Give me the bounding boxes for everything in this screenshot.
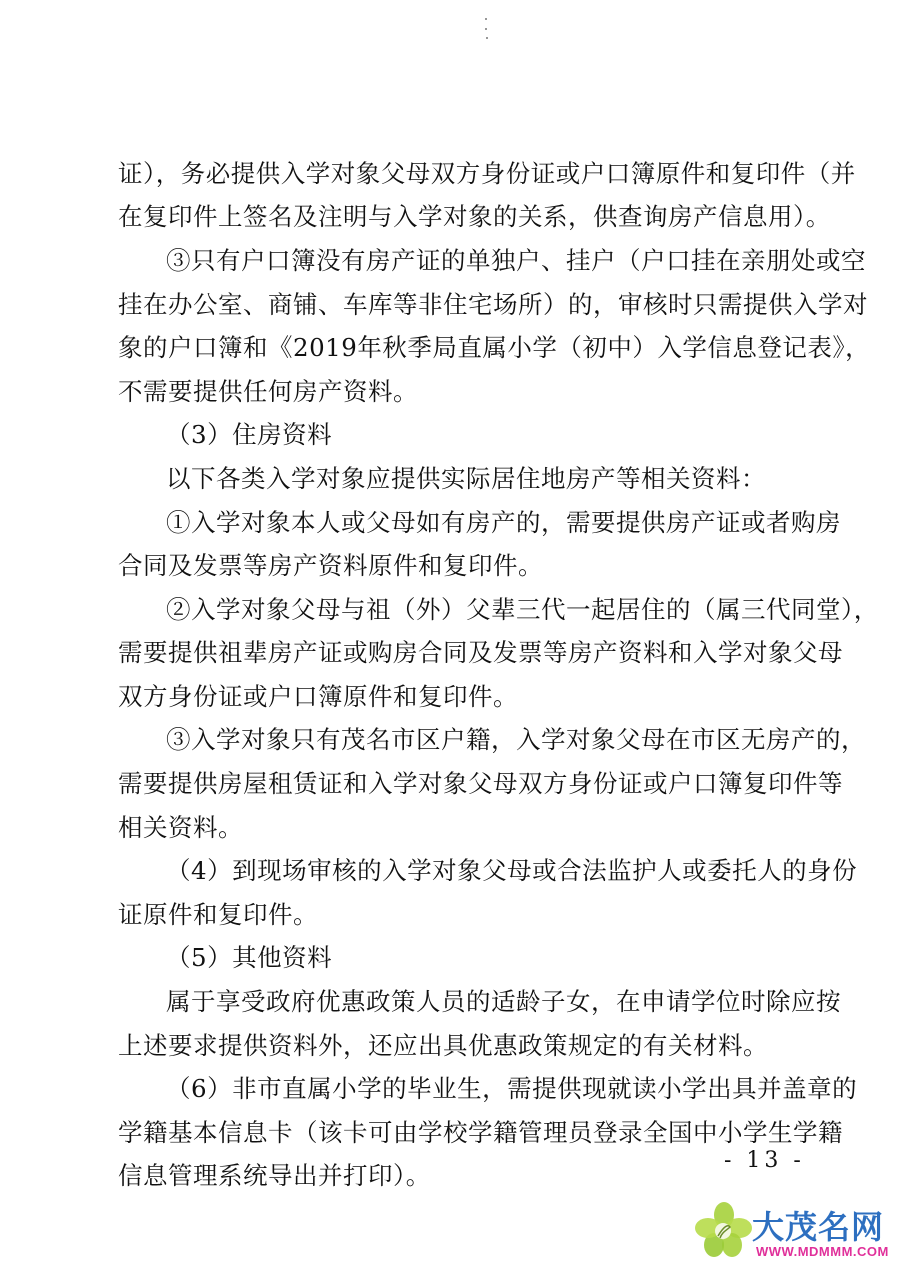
text-line: 需要提供祖辈房产证或购房合同及发票等房产资料和入学对象父母 <box>118 638 843 667</box>
text-line: ③入学对象只有茂名市区户籍，入学对象父母在市区无房产的， <box>166 725 866 754</box>
text-line: ③只有户口簿没有房产证的单独户、挂户（户口挂在亲朋处或空 <box>166 246 866 275</box>
section-heading: （5）其他资料 <box>166 943 333 972</box>
text-line: 需要提供房屋租赁证和入学对象父母双方身份证或户口簿复印件等 <box>118 769 843 798</box>
page-number: - 13 - <box>724 1148 805 1173</box>
text-line: （6）非市直属小学的毕业生，需提供现就读小学出具并盖章的 <box>166 1074 858 1103</box>
text-line: 证原件和复印件。 <box>118 900 318 929</box>
text-line: ①入学对象本人或父母如有房产的，需要提供房产证或者购房 <box>166 508 841 537</box>
text-line: 信息管理系统导出并打印）。 <box>118 1161 431 1190</box>
text-line: 合同及发票等房产资料原件和复印件。 <box>118 551 543 580</box>
watermark-url: WWW.MDMMM.COM <box>756 1244 889 1259</box>
text-line: 双方身份证或户口簿原件和复印件。 <box>118 682 518 711</box>
scan-artifact <box>484 18 488 40</box>
text-line: 属于享受政府优惠政策人员的适龄子女，在申请学位时除应按 <box>166 987 841 1016</box>
text-line: （4）到现场审核的入学对象父母或合法监护人或委托人的身份 <box>166 856 858 885</box>
text-line: 证），务必提供入学对象父母双方身份证或户口簿原件和复印件（并 <box>118 159 856 188</box>
watermark-logo <box>694 1198 894 1270</box>
watermark-title: 大茂名网 <box>752 1208 885 1246</box>
text-line: 不需要提供任何房产资料。 <box>118 377 418 406</box>
text-line: 在复印件上签名及注明与入学对象的关系，供查询房产信息用）。 <box>118 202 831 231</box>
text-line: ②入学对象父母与祖（外）父辈三代一起居住的（属三代同堂）， <box>166 595 879 624</box>
text-line: 学籍基本信息卡（该卡可由学校学籍管理员登录全国中小学生学籍 <box>118 1118 843 1147</box>
text-line: 以下各类入学对象应提供实际居住地房产等相关资料： <box>166 464 766 493</box>
section-heading: （3）住房资料 <box>166 420 333 449</box>
text-line: 相关资料。 <box>118 813 243 842</box>
flower-icon <box>694 1200 754 1260</box>
text-line: 挂在办公室、商铺、车库等非住宅场所）的，审核时只需提供入学对 <box>118 290 868 319</box>
text-line: 上述要求提供资料外，还应出具优惠政策规定的有关材料。 <box>118 1031 768 1060</box>
text-line: 象的户口簿和《2019年秋季局直属小学（初中）入学信息登记表》， <box>118 333 871 362</box>
